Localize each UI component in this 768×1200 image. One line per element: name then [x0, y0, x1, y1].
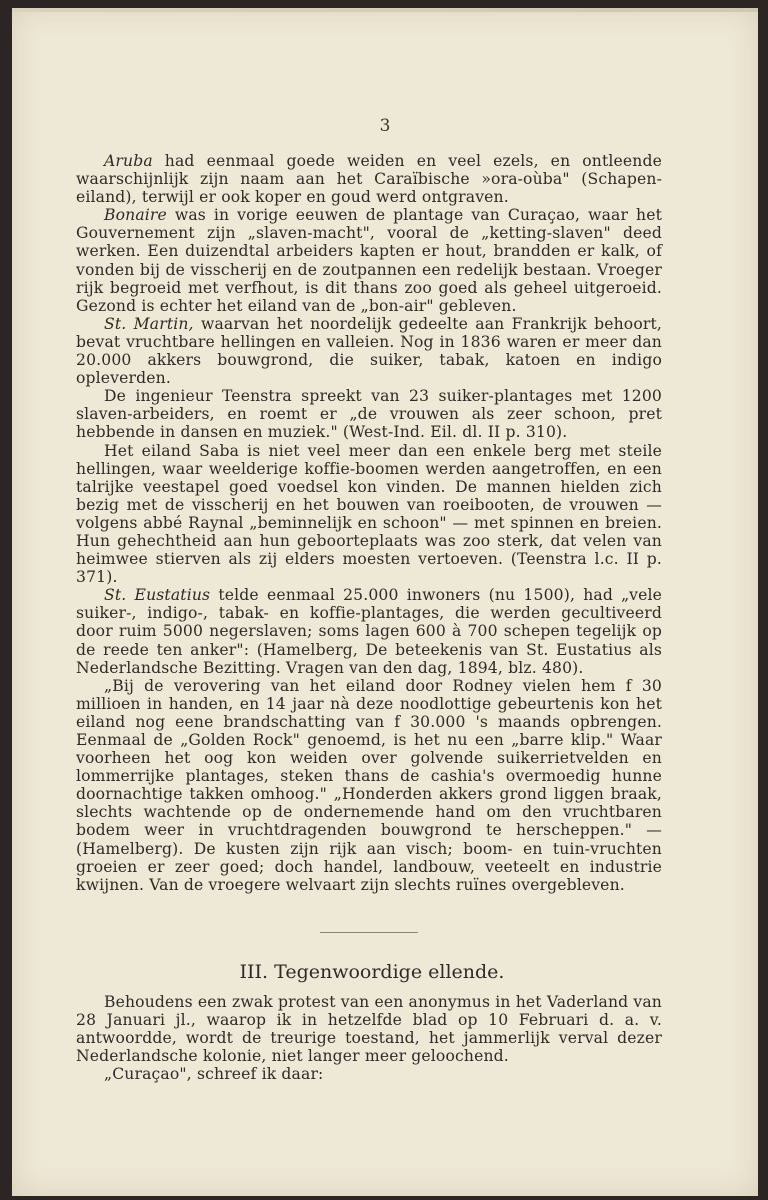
paragraph-st-martin: [76, 315, 662, 387]
text-teenstra: De ingenieur Teenstra spreekt van 23 suiker-plantages met 1200 slaven-arbeiders, en roemt er „de vrouwen als zeer schoon, pret hebbende in dansen en muziek." (West-Ind. Eil. dl. II p. 310).: [76, 387, 662, 442]
lead-st-martin: St. Martin,: [104, 314, 194, 333]
body-text-section-3: [76, 993, 662, 1083]
lead-aruba: Aruba: [104, 152, 153, 170]
text-curacao: „Curaçao", schreef ik daar:: [104, 1065, 324, 1084]
text-st-eustatius: telde eenmaal 25.000 inwoners (nu 1500), had „vele suiker-, indigo-, tabak- en koffie-plantages, die werden gecultiveerd door ruim 5000 negerslaven; soms lagen 600 à 700 schepen tegelijk op de reede ten anker": (Hamelberg, De beteekenis van St. Eustatius als Nederlandsche Bezitting. Vragen van den dag, 1894, blz. 480).: [76, 586, 662, 677]
text-saba: Het eiland Saba is niet veel meer dan een enkele berg met steile hellingen, waar weelderige koffie-boomen werden aangetroffen, en een talrijke veestapel goed voedsel kon vinden. De mannen hielden zich bezig met de visscherij en het bouwen van roeibooten, de vrouwen — volgens abbé Raynal „beminnelijk en schoon" — met spinnen en breien. Hun gehechtheid aan hun geboorteplaats was zoo sterk, dat velen van heimwee stierven als zij elders moesten vertoeven. (Teenstra l.c. II p. 371).: [76, 441, 662, 587]
text-st-martin: waarvan het noordelijk gedeelte aan Frankrijk behoort, bevat vruchtbare hellingen en valleien. Nog in 1836 waren er meer dan 20.000 akkers bouwgrond, die suiker, tabak, katoen en indigo opleverden.: [76, 314, 662, 388]
text-rodney: „Bij de verovering van het eiland door Rodney vielen hem f 30 millioen in handen, en 14 jaar nà deze noodlottige gebeurtenis kon het eiland nog eene brandschatting van f 30.000 's maands opbrengen. Eenmaal de „Golden Rock" genoemd, is het nu een „barre klip." Waar voorheen het oog kon weiden over golvende suikerrietvelden en lommerrijke plantages, steken thans de cashia's overmoedig hunne doornachtige takken omhoog." „Honderden akkers grond liggen braak, slechts wachtende op de ondernemende hand om den vruchtbaren bodem weer in vruchtdragenden bouwgrond te herscheppen." — (Hamelberg). De kusten zijn rijk aan visch; boom- en tuin-vruchten groeien er zeer goed; doch handel, landbouw, veeteelt en industrie kwijnen. Van de vroegere welvaart zijn slechts ruïnes overgebleven.: [76, 676, 662, 894]
section-heading: III. Tegenwoordige ellende.: [239, 961, 505, 983]
paragraph-st-eustatius: [76, 586, 662, 676]
paragraph-bonaire: [76, 206, 662, 315]
paragraph-teenstra: [76, 387, 662, 441]
body-text: [76, 152, 662, 894]
page-number: 3: [379, 116, 391, 136]
text-bonaire: was in vorige eeuwen de plantage van Curaçao, waar het Gouvernement zijn „slaven-macht", vooral de „ketting-slaven" deed werken. Een duizendtal arbeiders kapten er hout, brandden er kalk, of vonden bij de visscherij en de zoutpannen een redelijk bestaan. Vroeger rijk begroeid met verfhout, is dit thans zoo goed als geheel uitgeroeid. Gezond is echter het eiland van de „bon-air" gebleven.: [76, 206, 662, 315]
paragraph-rodney: [76, 677, 662, 894]
lead-bonaire: Bonaire: [104, 206, 167, 225]
section-divider: [320, 932, 418, 933]
page: [12, 8, 758, 1196]
text-behoudens: Behoudens een zwak protest van een anonymus in het Vaderland van 28 Januari jl., waarop ik in hetzelfde blad op 10 Februari d. a. v. antwoordde, wordt de treurige toestand, het jammerlijk verval dezer Nederlandsche kolonie, niet langer meer geloochend.: [76, 993, 662, 1066]
lead-st-eustatius: St. Eustatius: [104, 586, 211, 605]
text-aruba: had eenmaal goede weiden en veel ezels, en ontleende waarschijnlijk zijn naam aan het Caraïbische »ora-oùba" (Schapen-eiland), terwijl er ook koper en goud werd ontgraven.: [76, 152, 662, 207]
paragraph-saba: [76, 442, 662, 587]
page-top-edge: [12, 8, 758, 12]
paragraph-curacao: [76, 1065, 662, 1083]
paragraph-behoudens: [76, 993, 662, 1065]
paragraph-aruba: [76, 152, 662, 206]
